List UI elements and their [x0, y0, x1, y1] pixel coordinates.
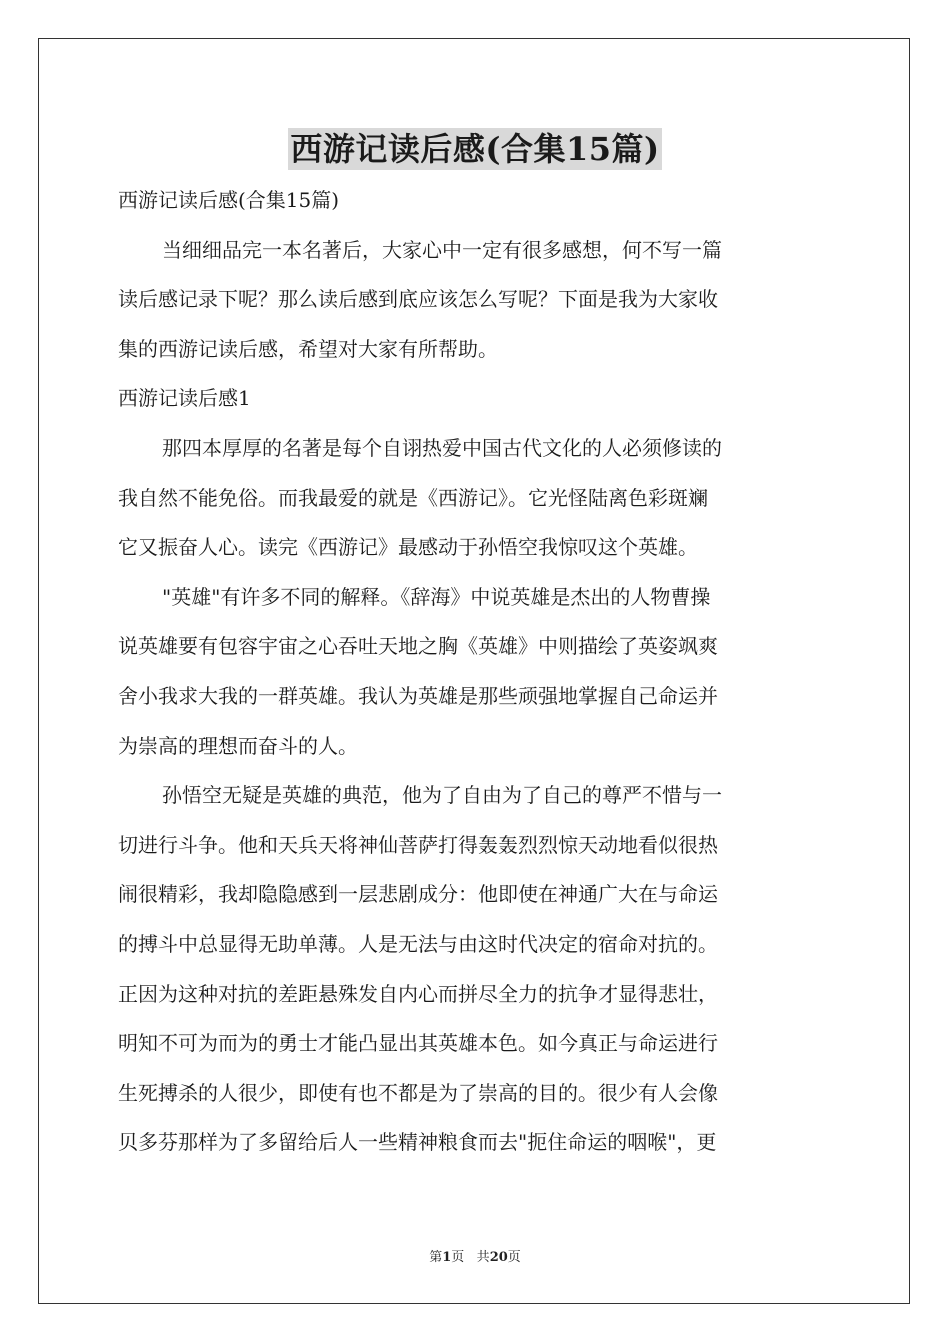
- text-line: 为崇高的理想而奋斗的人。: [118, 733, 358, 758]
- document-subtitle: 西游记读后感(合集15篇): [118, 188, 340, 212]
- text-line: 切进行斗争。他和天兵天将神仙菩萨打得轰轰烈烈惊天动地看似很热: [118, 832, 718, 857]
- section-heading: 西游记读后感1: [118, 386, 251, 411]
- text-line: 我自然不能免俗。而我最爱的就是《西游记》。它光怪陆离色彩斑斓: [118, 485, 708, 510]
- text-line: 说英雄要有包容宇宙之心吞吐天地之胸《英雄》中则描绘了英姿飒爽: [118, 634, 718, 659]
- text-line: 贝多芬那样为了多留给后人一些精神粮食而去"扼住命运的咽喉"，更: [118, 1130, 717, 1155]
- total-suffix: 页: [507, 1250, 521, 1265]
- document-body: [118, 176, 834, 1168]
- text-line: 当细细品完一本名著后，大家心中一定有很多感想，何不写一篇: [162, 237, 722, 262]
- page-footer: [0, 1246, 950, 1265]
- text-line: 生死搏杀的人很少，即使有也不都是为了崇高的目的。很少有人会像: [118, 1080, 718, 1105]
- text-line: 孙悟空无疑是英雄的典范，他为了自由为了自己的尊严不惜与一: [162, 783, 722, 808]
- title-container: [0, 128, 950, 170]
- text-line: 正因为这种对抗的差距悬殊发自内心而拼尽全力的抗争才显得悲壮，: [118, 981, 718, 1006]
- paragraph-2: [118, 573, 834, 771]
- text-line: 闹很精彩，我却隐隐感到一层悲剧成分：他即使在神通广大在与命运: [118, 882, 718, 907]
- page-number: 1: [442, 1250, 452, 1265]
- text-line: 读后感记录下呢？那么读后感到底应该怎么写呢？下面是我为大家收: [118, 287, 718, 312]
- paragraph-1: [118, 424, 834, 573]
- document-title: 西游记读后感(合集15篇): [290, 130, 660, 168]
- text-line: 明知不可为而为的勇士才能凸显出其英雄本色。如今真正与命运进行: [118, 1031, 718, 1056]
- text-line: 集的西游记读后感，希望对大家有所帮助。: [118, 336, 498, 361]
- text-line: 那四本厚厚的名著是每个自诩热爱中国古代文化的人必须修读的: [162, 435, 722, 460]
- intro-paragraph: [118, 226, 834, 375]
- text-line: 的搏斗中总显得无助单薄。人是无法与由这时代决定的宿命对抗的。: [118, 931, 718, 956]
- page-suffix: 页: [451, 1250, 465, 1265]
- page-prefix: 第: [429, 1250, 443, 1265]
- paragraph-3: [118, 771, 834, 1168]
- text-line: 舍小我求大我的一群英雄。我认为英雄是那些顽强地掌握自己命运并: [118, 683, 718, 708]
- text-line: 它又振奋人心。读完《西游记》最感动于孙悟空我惊叹这个英雄。: [118, 535, 698, 560]
- total-prefix: 共: [476, 1250, 490, 1265]
- total-pages: 20: [489, 1250, 508, 1265]
- text-line: "英雄"有许多不同的解释。《辞海》中说英雄是杰出的人物曹操: [162, 584, 711, 609]
